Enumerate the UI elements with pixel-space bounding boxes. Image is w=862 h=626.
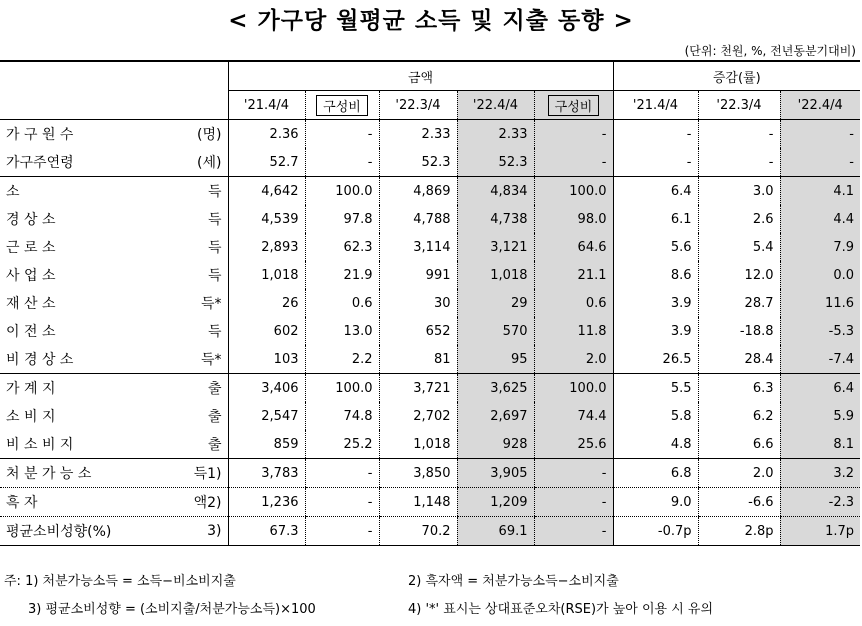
row-label-unit: 출 [207,381,222,397]
table-cell: 7.9 [780,233,860,261]
row-label-unit: 득 [207,324,222,340]
table-cell: 52.7 [228,148,305,177]
row-label-text: 경 상 소 [6,212,56,228]
table-cell: 74.4 [534,402,613,430]
table-cell: 2.0 [534,345,613,374]
row-label [0,289,228,317]
table-cell: 928 [457,430,534,459]
table-cell: 69.1 [457,517,534,546]
table-cell: 8.1 [780,430,860,459]
table-cell: 1,018 [379,430,457,459]
table-cell: 6.2 [698,402,780,430]
table-cell: 3,114 [379,233,457,261]
table-cell: 1.7p [780,517,860,546]
table-row [0,488,860,517]
table-cell: 5.5 [613,374,698,403]
row-label-unit: (명) [197,127,222,143]
table-cell: 81 [379,345,457,374]
table-cell: 2,547 [228,402,305,430]
col-header: '21.4/4 [613,91,698,120]
row-label [0,402,228,430]
table-cell: 4,869 [379,177,457,206]
row-label [0,205,228,233]
row-label [0,517,228,546]
col-header: 구성비 [534,91,613,120]
table-cell: 4.1 [780,177,860,206]
row-label-unit: 출 [207,437,222,453]
table-row [0,402,860,430]
table-cell: 4,642 [228,177,305,206]
table-cell: - [613,120,698,149]
table-row [0,289,860,317]
table-cell: 6.8 [613,459,698,488]
table-cell: 28.7 [698,289,780,317]
row-label-text: 소 [6,184,20,200]
table-cell: 52.3 [379,148,457,177]
table-cell: -18.8 [698,317,780,345]
table-cell: - [305,120,379,149]
table-cell: - [698,120,780,149]
table-cell: 2.6 [698,205,780,233]
table-row [0,374,860,403]
col-header: 구성비 [305,91,379,120]
table-row [0,345,860,374]
table-cell: 1,236 [228,488,305,517]
table-cell: 3,721 [379,374,457,403]
table-cell: 100.0 [305,177,379,206]
table-cell: 3,121 [457,233,534,261]
table-cell: 1,018 [228,261,305,289]
table-cell: 4,788 [379,205,457,233]
table-row [0,261,860,289]
table-cell: 11.8 [534,317,613,345]
table-cell: 52.3 [457,148,534,177]
row-label-text: 가구주연령 [6,155,74,171]
table-cell: -6.6 [698,488,780,517]
row-label [0,459,228,488]
table-cell: - [534,517,613,546]
table-cell: 5.4 [698,233,780,261]
row-label [0,177,228,206]
row-label-text: 가 구 원 수 [6,127,74,143]
row-label-text: 재 산 소 [6,296,56,312]
row-label-text: 흑 자 [6,495,38,511]
table-cell: 3.9 [613,289,698,317]
footnote-2: 2) 흑자액 = 처분가능소득−소비지출 [408,574,619,589]
table-cell: 4,738 [457,205,534,233]
table-row [0,459,860,488]
table-cell: 0.6 [534,289,613,317]
row-label-unit: 득1) [193,466,222,482]
table-cell: - [698,148,780,177]
table-cell: 26.5 [613,345,698,374]
row-label [0,317,228,345]
table-cell: 12.0 [698,261,780,289]
col-header: '22.4/4 [780,91,860,120]
row-label-unit: 득 [207,240,222,256]
table-cell: -2.3 [780,488,860,517]
table-cell: 2.8p [698,517,780,546]
table-cell: 21.9 [305,261,379,289]
row-label-unit: 득* [200,296,222,312]
row-label-unit: 득 [207,212,222,228]
row-label [0,430,228,459]
table-cell: 6.4 [613,177,698,206]
table-cell: 2.36 [228,120,305,149]
table-cell: 95 [457,345,534,374]
row-label-text: 비 소 비 지 [6,437,74,453]
col-header: '21.4/4 [228,91,305,120]
table-cell: 26 [228,289,305,317]
table-row [0,177,860,206]
table-cell: 0.0 [780,261,860,289]
table-cell: 9.0 [613,488,698,517]
table-cell: 2,697 [457,402,534,430]
table-cell: 4,834 [457,177,534,206]
table-cell: 602 [228,317,305,345]
table-cell: 3,406 [228,374,305,403]
table-cell: 4.8 [613,430,698,459]
table-cell: 6.3 [698,374,780,403]
row-label-text: 평균소비성향(%) [6,524,112,540]
table-cell: 28.4 [698,345,780,374]
table-cell: - [305,459,379,488]
row-label [0,488,228,517]
table-cell: - [780,148,860,177]
table-cell: 25.6 [534,430,613,459]
table-cell: 3.2 [780,459,860,488]
table-cell: 1,148 [379,488,457,517]
table-cell: 1,018 [457,261,534,289]
table-cell: 5.6 [613,233,698,261]
table-cell: - [305,148,379,177]
table-cell: 3,850 [379,459,457,488]
table-cell: 2.33 [457,120,534,149]
table-cell: 1,209 [457,488,534,517]
row-label [0,345,228,374]
table-cell: 0.6 [305,289,379,317]
table-cell: - [534,459,613,488]
table-cell: 6.6 [698,430,780,459]
table-cell: 859 [228,430,305,459]
col-header: '22.3/4 [379,91,457,120]
table-row [0,317,860,345]
table-cell: 4,539 [228,205,305,233]
table-cell: 2.2 [305,345,379,374]
footnote-4: 4) '*' 표시는 상대표준오차(RSE)가 높아 이용 시 유의 [408,602,714,617]
table-cell: 100.0 [534,177,613,206]
table-cell: -7.4 [780,345,860,374]
footnote-3: 3) 평균소비성향 = (소비지출/처분가능소득)×100 [28,602,316,617]
row-label-unit: 득 [207,184,222,200]
table-cell: 3.0 [698,177,780,206]
amount-header: 금액 [228,61,613,91]
table-cell: 2.33 [379,120,457,149]
row-label-text: 이 전 소 [6,324,56,340]
table-cell: -0.7p [613,517,698,546]
income-expense-table [0,60,860,546]
table-cell: 6.1 [613,205,698,233]
row-label-text: 비 경 상 소 [6,352,74,368]
table-cell: 100.0 [305,374,379,403]
table-cell: 2,893 [228,233,305,261]
table-cell: 3.9 [613,317,698,345]
row-label-text: 가 계 지 [6,381,56,397]
row-label-text: 소 비 지 [6,409,56,425]
table-cell: 652 [379,317,457,345]
table-cell: - [534,120,613,149]
row-label [0,374,228,403]
table-cell: 62.3 [305,233,379,261]
table-cell: 70.2 [379,517,457,546]
row-label-unit: 액2) [193,495,222,511]
row-label-unit: 출 [207,409,222,425]
footnote-1: 주: 1) 처분가능소득 = 소득−비소비지출 [4,574,236,589]
header-row-1 [0,61,860,91]
table-cell: 4.4 [780,205,860,233]
table-cell: 3,783 [228,459,305,488]
table-cell: - [305,517,379,546]
table-cell: 11.6 [780,289,860,317]
table-cell: 67.3 [228,517,305,546]
table-cell: 3,905 [457,459,534,488]
table-cell: - [780,120,860,149]
table-cell: - [305,488,379,517]
table-cell: 2.0 [698,459,780,488]
table-row [0,148,860,177]
table-row [0,430,860,459]
change-header: 증감(률) [613,61,860,91]
table-row [0,233,860,261]
table-cell: 25.2 [305,430,379,459]
table-cell: - [613,148,698,177]
table-cell: 5.9 [780,402,860,430]
table-cell: 5.8 [613,402,698,430]
table-cell: - [534,488,613,517]
table-row [0,517,860,546]
table-cell: 8.6 [613,261,698,289]
table-cell: 3,625 [457,374,534,403]
row-label [0,233,228,261]
table-cell: 6.4 [780,374,860,403]
table-cell: 74.8 [305,402,379,430]
row-label-text: 사 업 소 [6,268,56,284]
table-row [0,120,860,149]
table-cell: 991 [379,261,457,289]
table-cell: 570 [457,317,534,345]
table-cell: 21.1 [534,261,613,289]
table-row [0,205,860,233]
row-label-unit: 3) [207,523,222,539]
table-cell: 30 [379,289,457,317]
row-label [0,120,228,149]
table-title: < 가구당 월평균 소득 및 지출 동향 > [228,7,634,34]
table-cell: 29 [457,289,534,317]
row-label [0,148,228,177]
table-cell: 2,702 [379,402,457,430]
row-label [0,261,228,289]
row-label-text: 처 분 가 능 소 [6,466,92,482]
col-header: '22.4/4 [457,91,534,120]
table-cell: 64.6 [534,233,613,261]
table-cell: 98.0 [534,205,613,233]
row-label-unit: 득* [200,352,222,368]
table-cell: -5.3 [780,317,860,345]
row-label-unit: 득 [207,268,222,284]
table-cell: - [534,148,613,177]
table-cell: 100.0 [534,374,613,403]
row-label-unit: (세) [197,155,222,171]
table-cell: 97.8 [305,205,379,233]
table-cell: 13.0 [305,317,379,345]
col-header: '22.3/4 [698,91,780,120]
row-label-text: 근 로 소 [6,240,56,256]
unit-note: (단위: 천원, %, 전년동분기대비) [684,44,856,58]
table-cell: 103 [228,345,305,374]
